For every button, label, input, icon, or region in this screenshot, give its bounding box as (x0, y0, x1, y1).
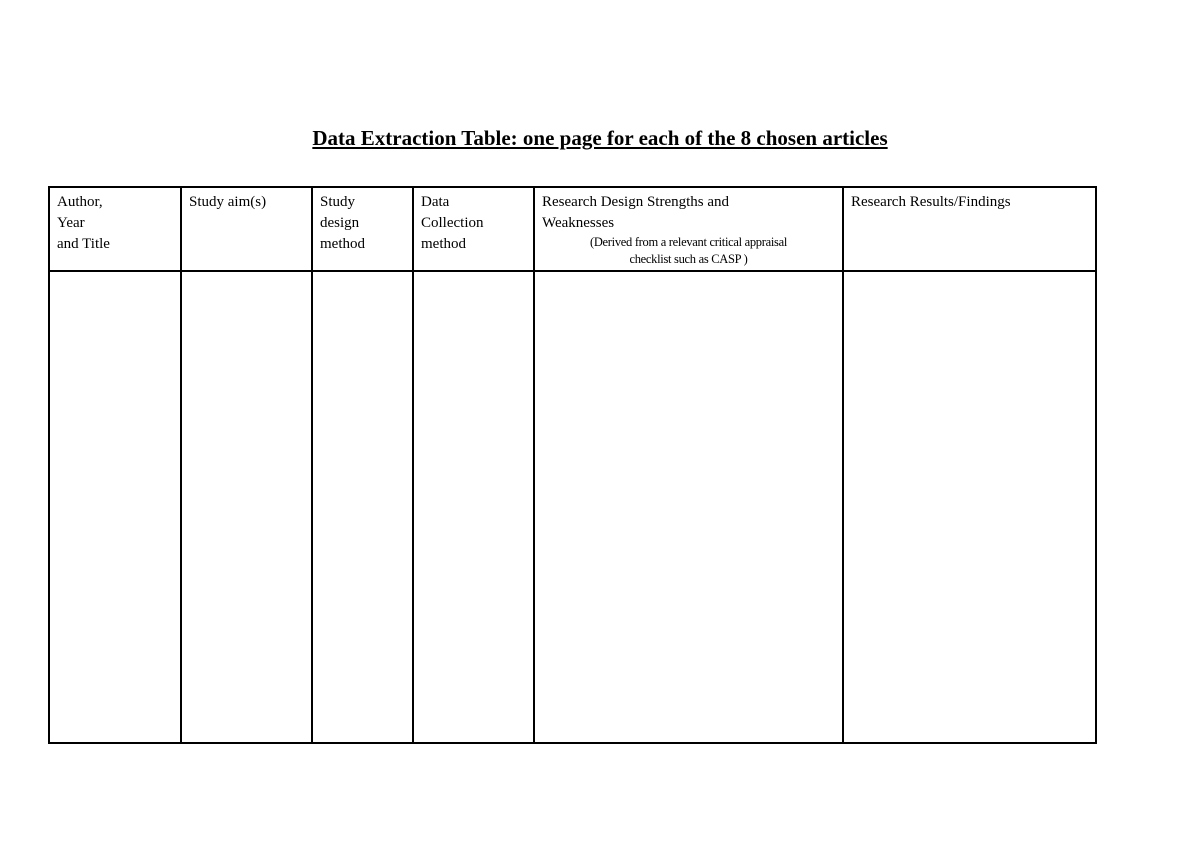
header-data-collection-method (413, 187, 534, 271)
header-research-results-findings (843, 187, 1096, 271)
data-extraction-table (48, 186, 1097, 744)
header-research-design-strengths-weaknesses (534, 187, 843, 271)
header-text-line: Author, (57, 194, 103, 210)
table-header-row (49, 187, 1096, 271)
entry-cell-data-collection-method (413, 271, 534, 743)
table-entry-row (49, 271, 1096, 743)
header-note-line: checklist such as CASP ) (629, 252, 748, 266)
header-study-aims (181, 187, 312, 271)
entry-cell-results-findings (843, 271, 1096, 743)
header-text-line: Data (421, 194, 450, 210)
header-text-line: Year (57, 215, 85, 231)
header-text-line: Study (320, 194, 356, 210)
header-author-year-title (49, 187, 181, 271)
page-title: Data Extraction Table: one page for each of the 8 chosen articles (312, 126, 888, 150)
header-text-line: design (320, 215, 360, 231)
header-text-line: Study aim(s) (189, 194, 267, 210)
header-note-line: (Derived from a relevant critical appraisal (589, 235, 788, 249)
entry-cell-study-design-method (312, 271, 413, 743)
header-text-line: Research Results/Findings (851, 194, 1011, 210)
entry-cell-author-year-title (49, 271, 181, 743)
header-study-design-method (312, 187, 413, 271)
header-text-line: Research Design Strengths and (542, 194, 730, 210)
header-text-line: and Title (57, 236, 110, 252)
header-text-line: method (421, 236, 466, 252)
entry-cell-study-aims (181, 271, 312, 743)
header-text-line: method (320, 236, 365, 252)
header-text-line: Weaknesses (542, 215, 615, 231)
header-text-line: Collection (421, 215, 484, 231)
entry-cell-strengths-weaknesses (534, 271, 843, 743)
